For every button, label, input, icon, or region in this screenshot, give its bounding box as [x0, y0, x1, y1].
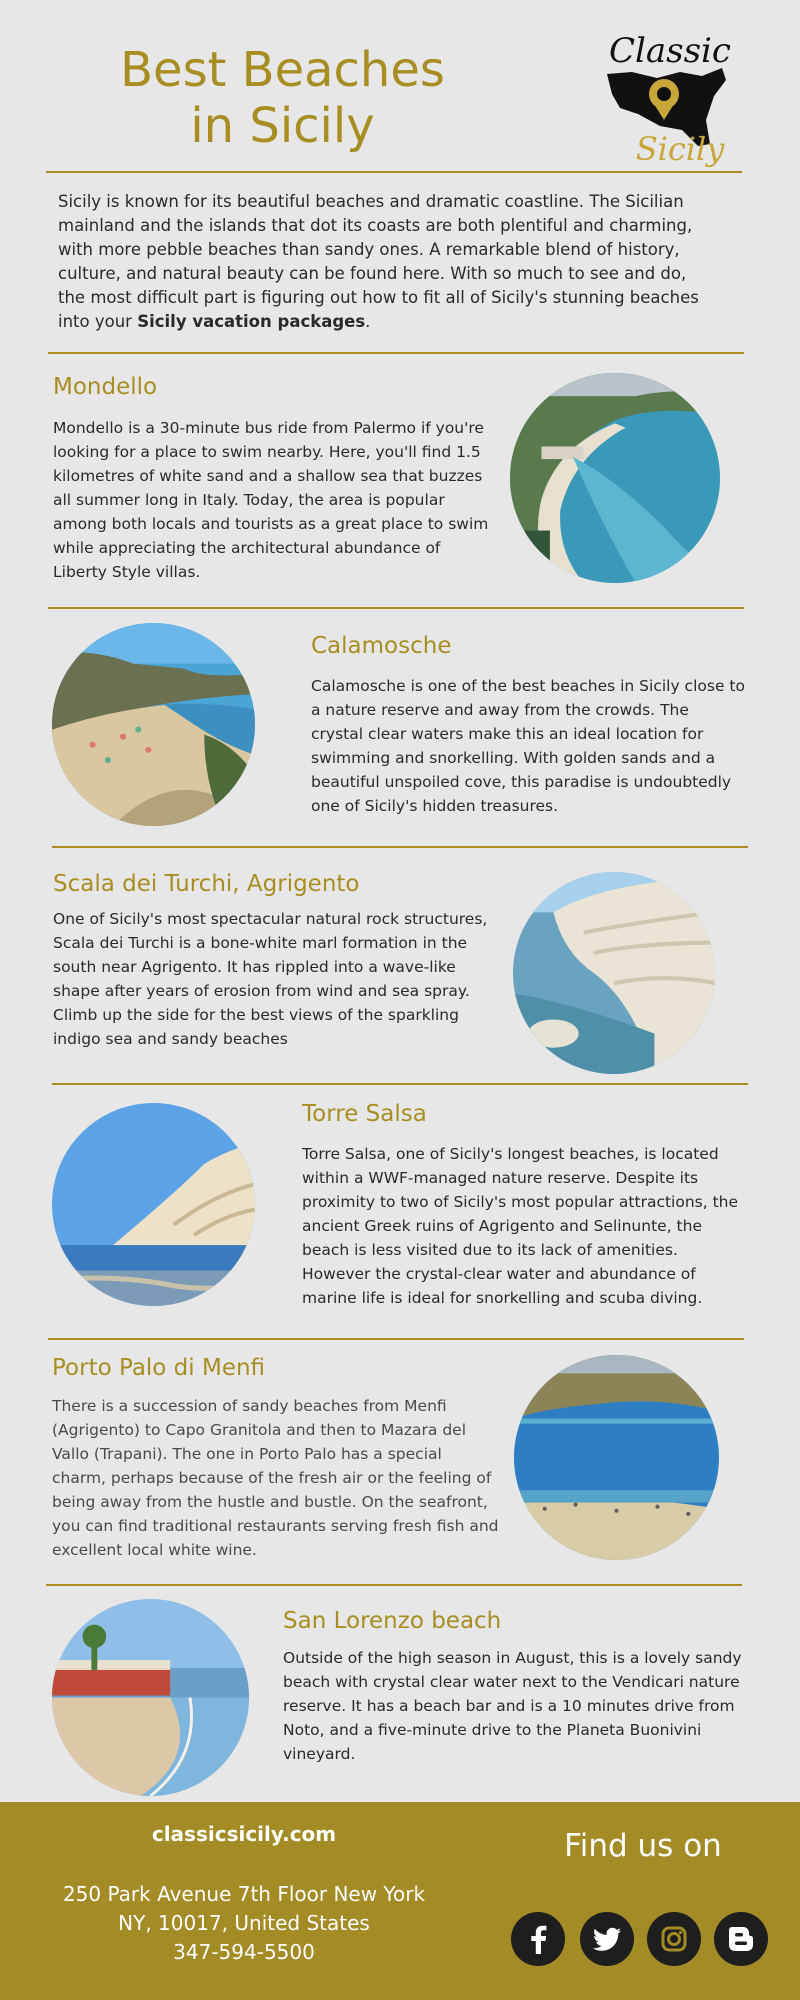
facebook-icon[interactable]	[511, 1912, 565, 1966]
logo-word-sicily: Sicily	[635, 130, 725, 168]
divider	[52, 846, 748, 848]
beach-title-calamosche: Calamosche	[311, 633, 452, 659]
beach-description-torre-salsa: Torre Salsa, one of Sicily's longest beaches, is located within a WWF-managed nature reserve. Despite its proximity to two of Sicily's most popular attractions, the ancient Greek ruins of Agrigento and Selinunte, the beach is less visited due to its lack of amenities. However the crystal-clear water and abundance of marine life is ideal for snorkelling and scuba diving.	[302, 1145, 739, 1307]
beach-title-scala-dei-turchi: Scala dei Turchi, Agrigento	[53, 871, 360, 897]
beach-description-san-lorenzo: Outside of the high season in August, this is a lovely sandy beach with crystal clear water next to the Vendicari nature reserve. It has a beach bar and is a 10 minutes drive from Noto, and a five-minute drive to the Planeta Buonivini vineyard.	[283, 1649, 742, 1763]
logo-word-classic: Classic	[609, 31, 731, 71]
classic-sicily-logo[interactable]	[602, 22, 732, 172]
beach-title-san-lorenzo: San Lorenzo beach	[283, 1608, 502, 1634]
beach-title-porto-palo-di-menfi: Porto Palo di Menfi	[52, 1355, 266, 1381]
beach-description-calamosche: Calamosche is one of the best beaches in Sicily close to a nature reserve and away from the crowds. The crystal clear waters make this an ideal location for swimming and snorkelling. With golden sands and a beautiful unspoiled cove, this paradise is undoubtedly one of Sicily's hidden treasures.	[311, 677, 745, 815]
title-line-1: Best Beaches	[120, 42, 445, 98]
blogger-icon[interactable]	[714, 1912, 768, 1966]
beach-title-mondello: Mondello	[53, 374, 158, 400]
vacation-packages-link[interactable]: Sicily vacation packages	[137, 312, 366, 331]
contact-address	[44, 1880, 444, 1967]
instagram-icon[interactable]	[647, 1912, 701, 1966]
torre-salsa-photo	[52, 1103, 255, 1306]
intro-paragraph	[58, 190, 718, 334]
phone-number[interactable]: 347-594-5500	[173, 1940, 315, 1964]
intro-text-end: .	[365, 312, 371, 331]
beach-title-torre-salsa: Torre Salsa	[302, 1101, 427, 1127]
title-line-2: in Sicily	[190, 98, 375, 154]
beach-description-porto-palo-di-menfi: There is a succession of sandy beaches from Menfi (Agrigento) to Capo Granitola and then to Mazara del Vallo (Trapani). The one in Porto Palo has a special charm, perhaps because of the fresh air or the feeling of being away from the hustle and bustle. On the seafront, you can find traditional restaurants serving fresh fish and excellent local white wine.	[52, 1397, 499, 1559]
mondello-beach-photo	[510, 373, 720, 583]
intro-text: Sicily is known for its beautiful beaches and dramatic coastline. The Sicilian mainland and the islands that dot its coasts are both plentiful and charming, with more pebble beaches than sandy ones. A remarkable blend of history, culture, and natural beauty can be found here. With so much to see and do, the most difficult part is figuring out how to fit all of Sicily's stunning beaches into your	[58, 192, 699, 331]
page-title	[90, 42, 475, 154]
address-line-1: 250 Park Avenue 7th Floor New York	[62, 1882, 426, 1906]
divider	[48, 1338, 744, 1340]
divider	[46, 1584, 742, 1586]
website-link[interactable]: classicsicily.com	[151, 1822, 337, 1846]
porto-palo-photo	[514, 1355, 719, 1560]
find-us-heading: Find us on	[564, 1828, 722, 1864]
divider	[48, 607, 744, 609]
divider	[46, 171, 742, 173]
divider	[52, 1083, 748, 1085]
divider	[48, 352, 744, 354]
address-line-2: NY, 10017, United States	[118, 1911, 370, 1935]
beach-description-scala-dei-turchi: One of Sicily's most spectacular natural rock structures, Scala dei Turchi is a bone-white marl formation in the south near Agrigento. It has rippled into a wave-like shape after years of erosion from wind and sea spray. Climb up the side for the best views of the sparkling indigo sea and sandy beaches	[53, 910, 488, 1048]
scala-dei-turchi-photo	[513, 872, 715, 1074]
san-lorenzo-beach-photo	[52, 1599, 249, 1796]
beach-description-mondello: Mondello is a 30-minute bus ride from Palermo if you're looking for a place to swim nearby. Here, you'll find 1.5 kilometres of white sand and a shallow sea that buzzes all summer long in Italy. Today, the area is popular among both locals and tourists as a great place to swim while appreciating the architectural abundance of Liberty Style villas.	[53, 419, 489, 581]
calamosche-beach-photo	[52, 623, 255, 826]
twitter-icon[interactable]	[580, 1912, 634, 1966]
